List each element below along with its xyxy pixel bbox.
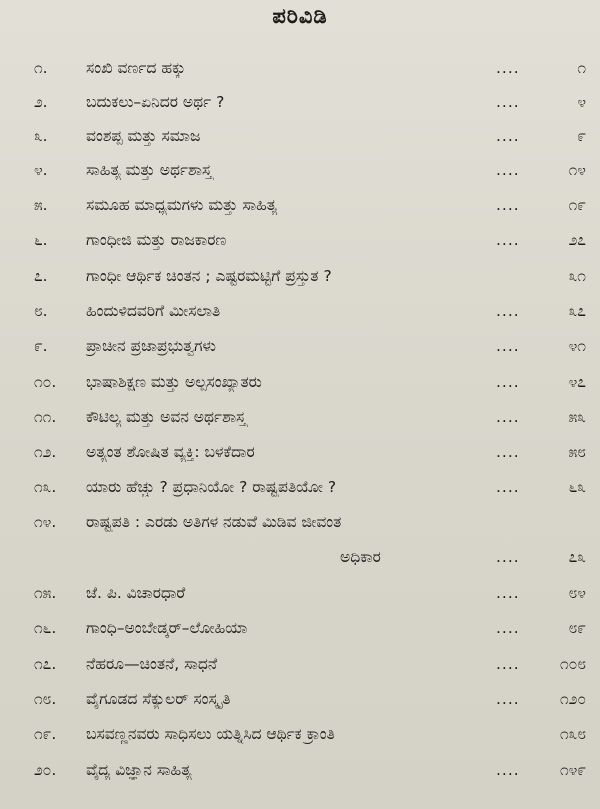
toc-entry [0,404,600,434]
toc-entry [0,615,600,645]
entry-number: ೧೪. [34,513,57,531]
entry-number: ೪. [34,161,48,179]
dot-leader: .... [496,408,520,426]
entry-number: ೧೩. [34,478,57,496]
entry-number: ೨. [34,93,48,111]
entry-title: ಗಾಂಧೀ ಆರ್ಥಿಕ ಚಿಂತನ ; ಎಷ್ಟರಮಟ್ಟಿಗೆ ಪ್ರಸ್ತುತ ? [86,267,332,285]
entry-number: ೧೭. [34,655,57,673]
entry-page: ೪ [577,93,586,111]
entry-title: ಬಸವಣ್ಣನವರು ಸಾಧಿಸಲು ಯತ್ನಿಸಿದ ಆರ್ಥಿಕ ಕ್ರಾಂತಿ [86,725,335,743]
entry-page: ೪೧ [568,337,586,355]
entry-page: ೩೭ [568,302,586,320]
entry-title: ಗಾಂಧಿ–ಅಂಬೇಡ್ಕರ್–ಲೋಹಿಯಾ [86,619,248,637]
entry-number: ೧೯. [34,725,57,743]
entry-page: ೧೯ [568,196,586,214]
entry-title: ಬದುಕಲು–ಏನಿದರ ಅರ್ಥ ? [86,93,225,111]
entry-title: ಹಿಂದುಳಿದವರಿಗೆ ಮೀಸಲಾತಿ [86,302,221,320]
entry-number: ೧೬. [34,619,57,637]
entry-page: ೧೩೮ [559,725,586,743]
entry-number: ೫. [34,196,48,214]
continuation-text: ಅಧಿಕಾರ [340,548,381,566]
toc-entry [0,580,600,610]
toc-entry [0,298,600,328]
toc-entry [0,474,600,504]
toc-entry [0,263,600,293]
entry-number: ೧೧. [34,408,57,426]
entry-page: ೧೪ [568,161,586,179]
dot-leader: .... [496,655,520,673]
toc-entry [0,651,600,681]
toc-entry [0,757,600,787]
toc-entry [0,369,600,399]
entry-title: ಜೆ. ಪಿ. ವಿಚಾರಧಾರೆ [86,584,186,602]
entry-number: ೨೦. [34,761,57,779]
entry-title: ವಂಶಪ್ಪ ಮತ್ತು ಸಮಾಜ [86,127,201,145]
entry-page: ೮೪ [568,584,586,602]
entry-title: ಭಾಷಾಶಿಕ್ಷಣ ಮತ್ತು ಅಲ್ಪಸಂಖ್ಯಾತರು [86,373,262,391]
dot-leader: .... [496,161,520,179]
entry-title: ಕೌಟಿಲ್ಯ ಮತ್ತು ಅವನ ಅರ್ಥಶಾಸ್ತ್ರ [86,408,247,426]
entry-number: ೧೨. [34,443,57,461]
entry-page: ೪೭ [568,373,586,391]
entry-page: ೨೭ [568,231,586,249]
toc-entry [0,509,600,539]
toc-entry [0,439,600,469]
dot-leader: .... [496,619,520,637]
entry-title: ವೈಗೂಡದ ಸೆಕ್ಯುಲರ್ ಸಂಸ್ಕೃತಿ [86,690,231,708]
dot-leader: .... [496,93,520,111]
toc-entry [0,89,600,119]
dot-leader: .... [496,478,520,496]
entry-page: ೫೩ [568,408,586,426]
dot-leader: .... [496,302,520,320]
toc-entry [0,192,600,222]
entry-title: ಗಾಂಧೀಜಿ ಮತ್ತು ರಾಜಕಾರಣ [86,231,227,249]
dot-leader: .... [496,584,520,602]
dot-leader: .... [496,690,520,708]
entry-number: ೧೫. [34,584,57,602]
entry-title: ಸಂಖಿ ವರ್ಣದ ಹಕ್ಕು [86,59,186,77]
entry-title: ಸಮೂಹ ಮಾಧ್ಯಮಗಳು ಮತ್ತು ಸಾಹಿತ್ಯ [86,196,278,214]
entry-page: ೫೮ [568,443,586,461]
toc-entry [0,721,600,751]
toc-entry [0,123,600,153]
toc-entry [0,686,600,716]
entry-page: ೧೪೯ [559,761,586,779]
entry-title: ವೈದ್ಯ ವಿಜ್ಞಾನ ಸಾಹಿತ್ಯ [86,761,192,779]
entry-page: ೧೨೦ [559,690,586,708]
dot-leader: .... [496,373,520,391]
dot-leader: .... [496,127,520,145]
entry-number: ೩. [34,127,48,145]
entry-number: ೬. [34,231,48,249]
entry-number: ೧೦. [34,373,57,391]
entry-title: ಸಾಹಿತ್ಯ ಮತ್ತು ಅರ್ಥಶಾಸ್ತ್ರ [86,161,212,179]
page-title: ಪರಿವಿಡಿ [272,4,328,28]
entry-number: ೯. [34,337,48,355]
toc-entry [0,227,600,257]
continuation-page: ೭೩ [568,548,586,566]
dot-leader: .... [496,337,520,355]
toc-entry [0,55,600,85]
dot-leader: .... [496,59,520,77]
entry-number: ೧೮. [34,690,57,708]
entry-number: ೮. [34,302,48,320]
dot-leader: .... [496,761,520,779]
toc-entry-continuation [0,544,600,574]
entry-page: ೩೧ [568,267,586,285]
dot-leader: .... [496,231,520,249]
entry-page: ೯ [577,127,586,145]
dot-leader: .... [496,548,520,566]
entry-title: ಅತ್ಯಂತ ಶೋಷಿತ ವ್ಯಕ್ತಿ: ಬಳಕೆದಾರ [86,443,255,461]
entry-title: ನೆಹರೂ—ಚಿಂತನೆ, ಸಾಧನೆ [86,655,218,673]
entry-page: ೮೯ [568,619,586,637]
entry-number: ೭. [34,267,48,285]
dot-leader: .... [496,196,520,214]
entry-page: ೬೩ [568,478,586,496]
entry-title: ಯಾರು ಹೆಚ್ಚು ? ಪ್ರಧಾನಿಯೋ ? ರಾಷ್ಟ್ರಪತಿಯೋ ? [86,478,337,496]
entry-number: ೧. [34,59,48,77]
entry-page: ೧೦೮ [559,655,586,673]
entry-title: ಪ್ರಾಚೀನ ಪ್ರಜಾಪ್ರಭುತ್ವಗಳು [86,337,216,355]
toc-entry [0,157,600,187]
entry-page: ೧ [577,59,586,77]
dot-leader: .... [496,443,520,461]
toc-entry [0,333,600,363]
entry-title: ರಾಷ್ಟ್ರಪತಿ : ಎರಡು ಅತಿಗಳ ನಡುವೆ ಮಿಡಿವ ಜೀವಂತ [86,513,342,531]
